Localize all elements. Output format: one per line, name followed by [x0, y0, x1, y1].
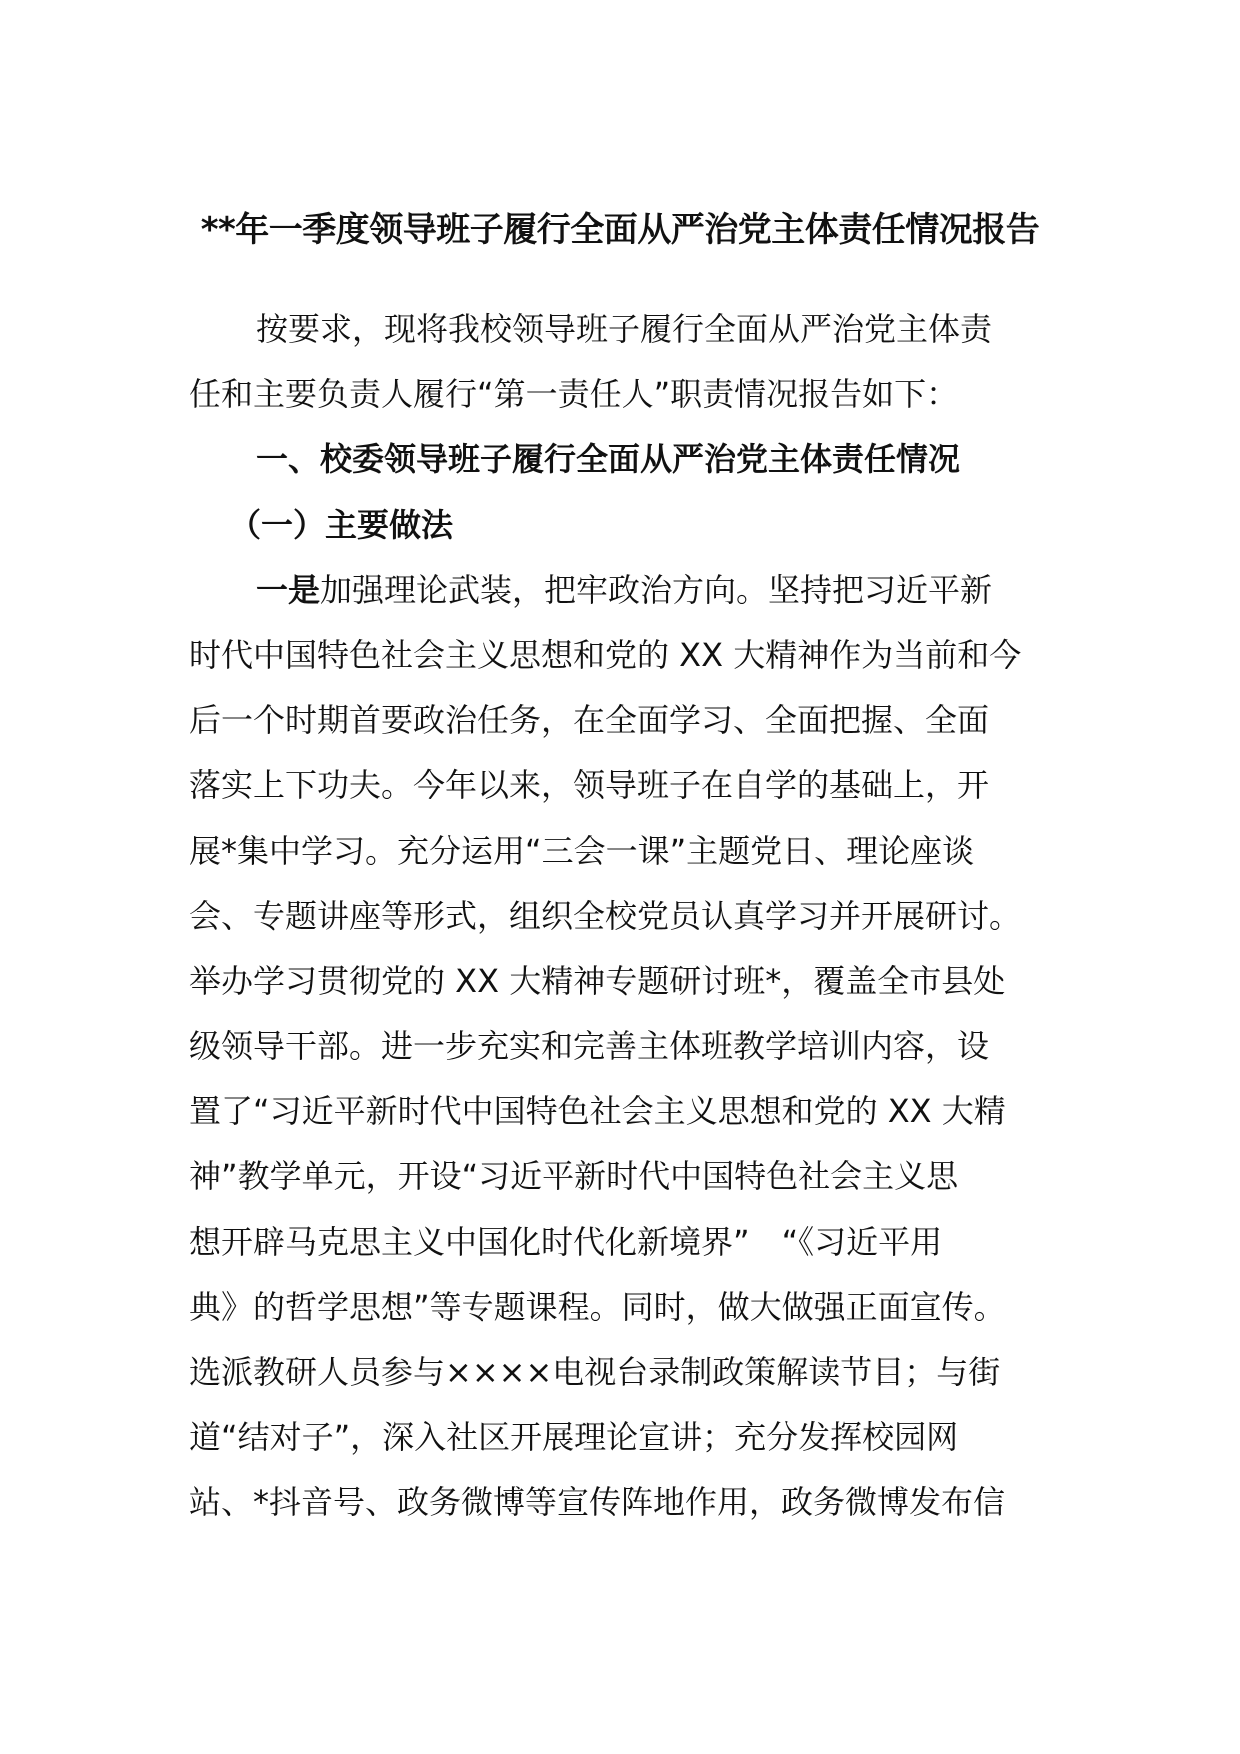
paragraph-line: 时代中国特色社会主义思想和党的 XX 大精神作为当前和今 — [189, 635, 1022, 674]
paragraph-line: 道“结对子”，深入社区开展理论宣讲；充分发挥校园网 — [189, 1418, 959, 1457]
paragraph-line — [189, 558, 1059, 623]
document-body — [189, 297, 1059, 1536]
intro-line: 任和主要负责人履行“第一责任人”职责情况报告如下： — [189, 375, 959, 414]
paragraph-line: 举办学习贯彻党的 XX 大精神专题研讨班*，覆盖全市县处 — [189, 961, 1006, 1000]
paragraph-line: 后一个时期首要政治任务，在全面学习、全面把握、全面 — [189, 701, 990, 740]
paragraph-line: 会、专题讲座等形式，组织全校党员认真学习并开展研讨。 — [189, 896, 1022, 935]
paragraph-lead: 一是 — [256, 570, 321, 609]
paragraph-line: 典》的哲学思想”等专题课程。同时，做大做强正面宣传。 — [189, 1287, 1006, 1326]
paragraph-line: 展*集中学习。充分运用“三会一课”主题党日、理论座谈 — [189, 831, 975, 870]
paragraph-line: 站、*抖音号、政务微博等宣传阵地作用，政务微博发布信 — [189, 1483, 1006, 1522]
paragraph-line: 选派教研人员参与××××电视台录制政策解读节目；与街 — [189, 1353, 1001, 1391]
paragraph-line: 想开辟马克思主义中国化时代化新境界” “《习近平用 — [189, 1222, 943, 1261]
intro-line: 按要求，现将我校领导班子履行全面从严治党主体责 — [256, 310, 993, 348]
paragraph-text: 加强理论武装，把牢政治方向。坚持把习近平新 — [320, 570, 993, 609]
subsection-heading: （一）主要做法 — [229, 505, 454, 544]
section-heading: 一、校委领导班子履行全面从严治党主体责任情况 — [256, 440, 961, 479]
paragraph-line: 落实上下功夫。今年以来，领导班子在自学的基础上，开 — [189, 766, 990, 805]
paragraph-line: 级领导干部。进一步充实和完善主体班教学培训内容，设 — [189, 1027, 990, 1066]
document-title: **年一季度领导班子履行全面从严治党主体责任情况报告 — [200, 210, 1040, 250]
paragraph-line: 置了“习近平新时代中国特色社会主义思想和党的 XX 大精 — [189, 1092, 1006, 1131]
paragraph-line: 神”教学单元，开设“习近平新时代中国特色社会主义思 — [189, 1157, 959, 1196]
